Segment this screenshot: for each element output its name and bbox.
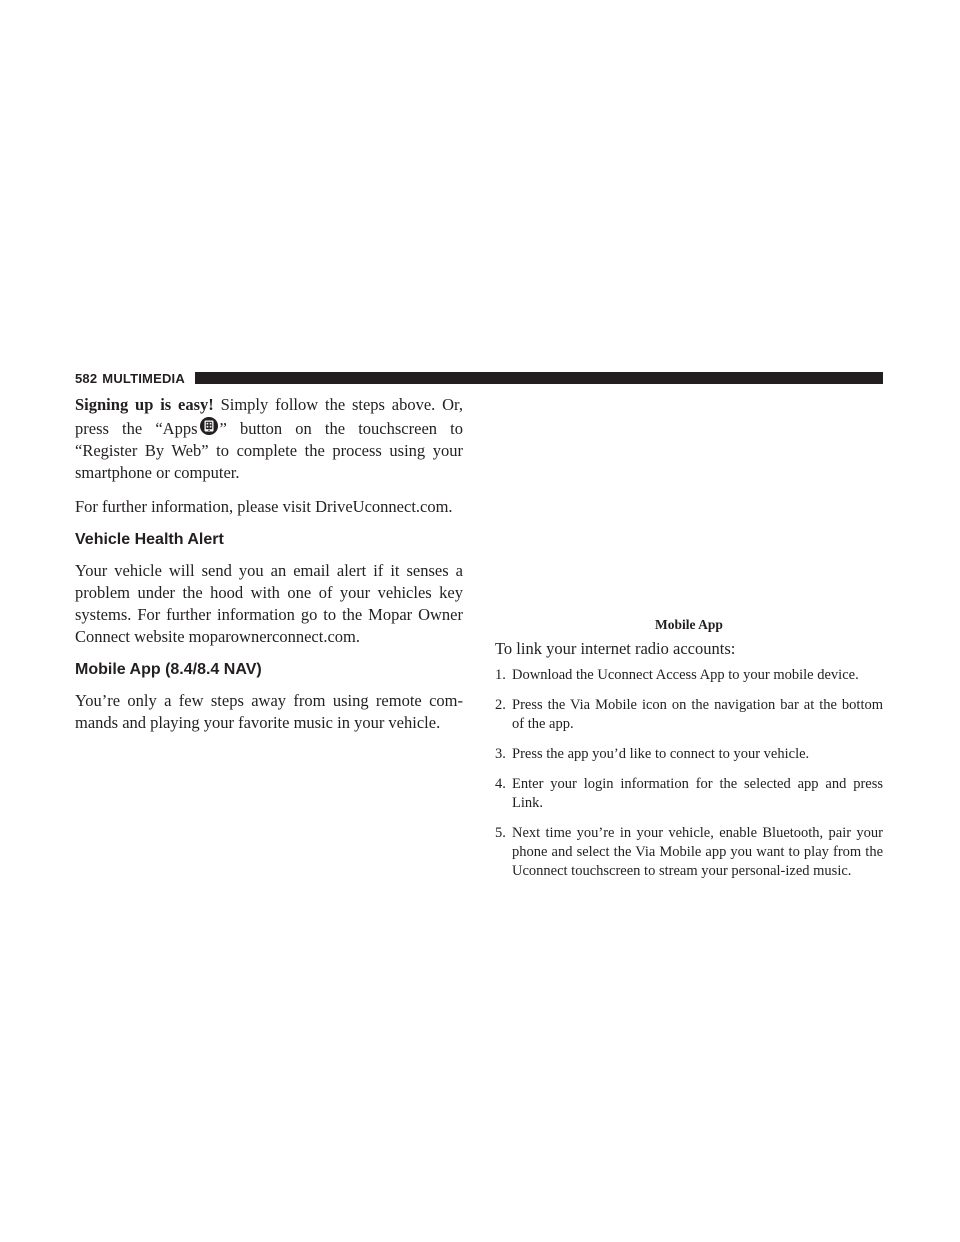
list-item [495, 696, 883, 734]
section-title: MULTIMEDIA [102, 370, 185, 386]
list-item [495, 666, 883, 685]
steps-intro: To link your internet radio accounts: [495, 639, 736, 658]
signup-text-1: Simply follow the steps above. Or, press the “Apps [75, 395, 464, 438]
step-text: Press the app you’d like to connect to your vehicle. [512, 746, 810, 762]
header-rule [195, 372, 883, 384]
right-column [495, 400, 883, 892]
apps-icon [199, 416, 219, 436]
signup-lead: Signing up is easy! [75, 395, 214, 414]
step-number: 1. [495, 667, 506, 683]
signup-paragraph [75, 394, 463, 484]
step-text: Next time you’re in your vehicle, enable Bluetooth, pair your phone and select the Via Mobile app you want to play from the Uconnect touchscreen to stream your personal-ized music. [512, 825, 883, 879]
page-number: 582 [75, 370, 98, 386]
signup-text-2: ” button on the touchscreen to “Register By Web” to complete the process using your smartphone or computer. [75, 419, 463, 482]
left-column [75, 394, 463, 746]
mobile-app-paragraph: You’re only a few steps away from using remote com-mands and playing your favorite music in your vehicle. [75, 691, 463, 732]
list-item [495, 775, 883, 813]
vehicle-health-paragraph: Your vehicle will send you an email alert if it senses a problem under the hood with one of your vehicles key systems. For further information go to the Mopar Owner Connect website moparownerconnect.com. [75, 561, 463, 646]
page-header [75, 370, 883, 386]
step-text: Enter your login information for the selected app and press Link. [512, 776, 883, 811]
step-number: 3. [495, 746, 506, 762]
vehicle-health-heading: Vehicle Health Alert [75, 531, 224, 548]
steps-list [495, 666, 883, 881]
mobile-app-figure [495, 400, 883, 616]
step-number: 4. [495, 776, 506, 792]
step-text: Download the Uconnect Access App to your mobile device. [512, 667, 859, 683]
list-item [495, 824, 883, 881]
further-info-paragraph: For further information, please visit DriveUconnect.com. [75, 497, 453, 516]
step-number: 5. [495, 825, 506, 841]
figure-caption: Mobile App [655, 617, 723, 632]
step-text: Press the Via Mobile icon on the navigation bar at the bottom of the app. [512, 697, 883, 732]
list-item [495, 745, 883, 764]
mobile-app-heading: Mobile App (8.4/8.4 NAV) [75, 661, 262, 678]
step-number: 2. [495, 697, 506, 713]
